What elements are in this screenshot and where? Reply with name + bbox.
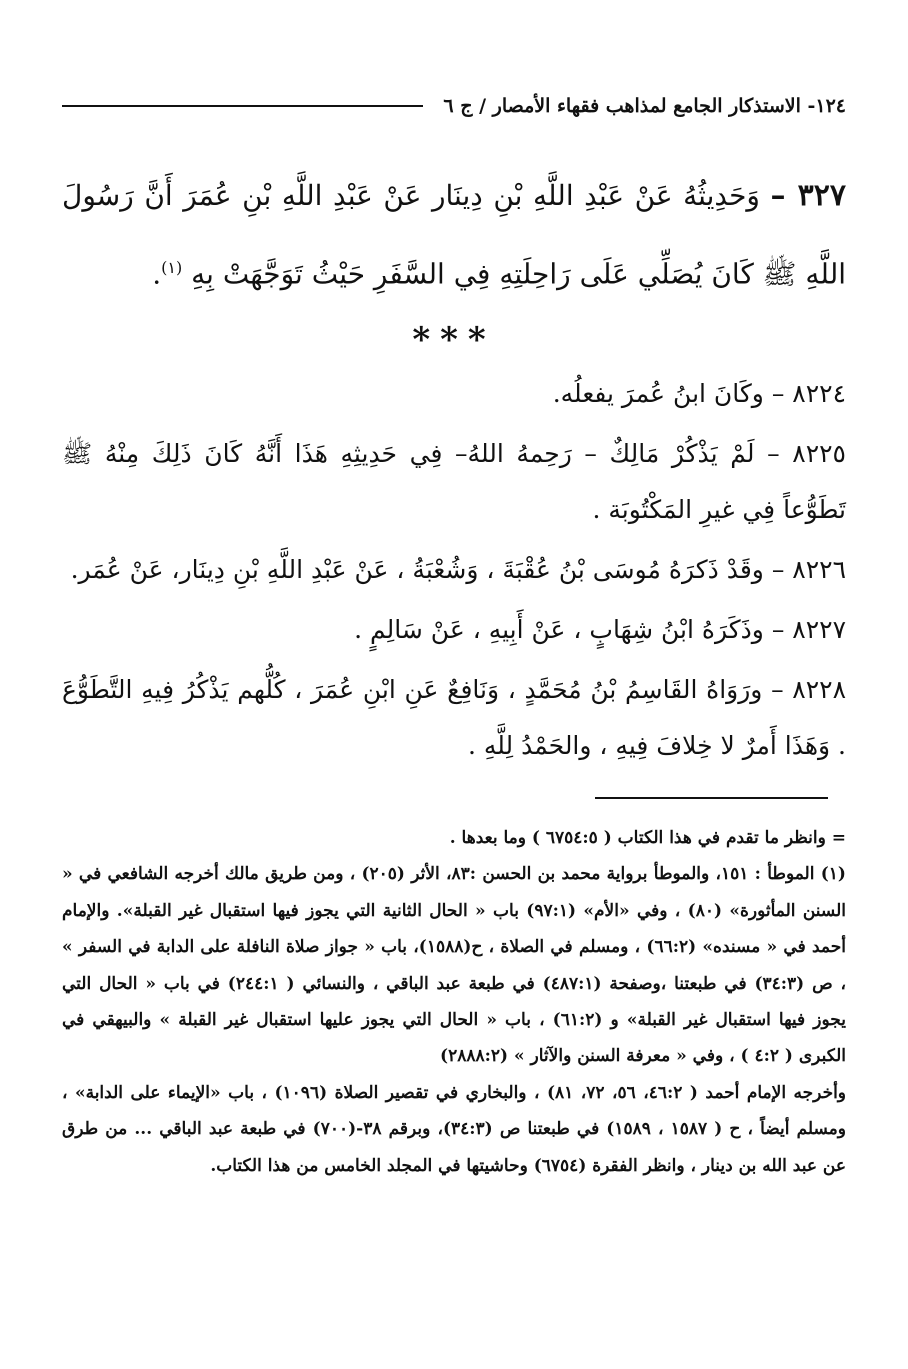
paragraph-number: ٨٢٢٤ –: [771, 379, 846, 409]
paragraph: [62, 366, 846, 422]
main-body: [62, 160, 846, 778]
paragraph: [62, 426, 846, 538]
footnote-marker: (١): [161, 258, 183, 277]
section-separator: ***: [412, 320, 496, 361]
footnotes: [62, 820, 846, 1184]
footnote-rule: [595, 797, 828, 799]
header-rule: [62, 105, 423, 107]
paragraph-number: ٨٢٢٦ –: [771, 555, 846, 585]
paragraph-text: وقَدْ ذَكرَهُ مُوسَى بْنُ عُقْبَةَ ، وَشُعْبَةُ ، عَنْ عَبْدِ اللَّهِ بْنِ دِينَار، عَنْ عُمَر.: [70, 555, 764, 585]
hadith-text: وَحَدِيثُهُ عَنْ عَبْدِ اللَّهِ بْنِ دِينَار عَنْ عَبْدِ اللَّهِ بْنِ عُمَرَ أَنَّ رَسُولَ اللَّهِ ﷺ كَانَ يُصَلِّي عَلَى رَاحِلَتِهِ فِي السَّفَرِ حَيْثُ تَوَجَّهَتْ بِهِ: [62, 179, 846, 291]
paragraph: [62, 662, 846, 774]
hadith-paragraph: ٣٢٧ – وَحَدِيثُهُ عَنْ عَبْدِ اللَّهِ بْنِ دِينَار عَنْ عَبْدِ اللَّهِ بْنِ عُمَرَ أَنَّ رَسُولَ اللَّهِ ﷺ كَانَ يُصَلِّي عَلَى رَاحِلَتِهِ فِي السَّفَرِ حَيْثُ تَوَجَّهَتْ بِهِ $^{(١)}$.: [62, 178, 847, 291]
footnote-1: (١) الموطأ : ١٥١، والموطأ برواية محمد بن الحسن :٨٣، الأثر (٢٠٥) ، ومن طريق مالك أخرجه الشافعي في « السنن المأثورة» (٨٠) ، وفي «الأم» (٩٧:١) باب « الحال الثانية التي يجوز فيها استقبال غير القبلة». والإمام أحمد في « مسنده» (٦٦:٢) ، ومسلم في الصلاة ، ح(١٥٨٨)، باب « جواز صلاة النافلة على الدابة في السفر » ، ص (٣٤:٣) في طبعتنا ،وصفحة (٤٨٧:١) في طبعة عبد الباقي ، والنسائي ( ٢٤٤:١) في باب « الحال التي يجوز فيها استقبال غير القبلة» و (٦١:٢) ، باب « الحال التي يجوز عليها استقبال غير القبلة » والبيهقي في الكبرى ( ٤:٢ ) ، وفي « معرفة السنن والآثار » (٢٨٨٨:٢): [62, 864, 847, 1067]
paragraph-number: ٨٢٢٧ –: [771, 615, 846, 645]
paragraph-text: وكَانَ ابنُ عُمرَ يفعلُه.: [552, 379, 764, 409]
running-header-title: ١٢٤- الاستذكار الجامع لمذاهب فقهاء الأمصار / ج ٦: [443, 95, 846, 117]
paragraph-text: وذَكَرَهُ ابْنُ شِهَابٍ ، عَنْ أَبِيهِ ، عَنْ سَالِمٍ .: [354, 615, 764, 645]
paragraph-number: ٨٢٢٥ –: [767, 439, 846, 469]
footnote-1-continued: وأخرجه الإمام أحمد ( ٤٦:٢، ٥٦، ٧٢، ٨١) ، والبخاري في تقصير الصلاة (١٠٩٦) ، باب «الإيماء على الدابة» ، ومسلم أيضاً ، ح ( ١٥٨٧ ، ١٥٨٩) في طبعتنا ص (٣٤:٣)، وبرقم ٣٨-(٧٠٠) في طبعة عبد الباقي ... من طرق عن عبد الله بن دينار ، وانظر الفقرة (٦٧٥٤) وحاشيتها في المجلد الخامس من هذا الكتاب.: [62, 1082, 847, 1176]
footnote-continuation: = وانظر ما تقدم في هذا الكتاب ( ٦٧٥٤:٥ ) وما بعدها .: [449, 828, 846, 848]
paragraph: [62, 602, 846, 658]
paragraph: [62, 542, 846, 598]
paragraph-text: ورَوَاهُ القَاسِمُ بْنُ مُحَمَّدٍ ، وَنَافِعٌ عَنِ ابْنِ عُمَرَ ، كُلُّهم يَذْكُرُ فِيهِ التَّطَوُّعَ . وَهَذَا أَمرٌ لا خِلافَ فِيهِ ، والحَمْدُ لِلَّهِ .: [62, 675, 846, 761]
paragraph-number: ٨٢٢٨ –: [771, 675, 846, 705]
paragraph-text: لَمْ يَذْكُرْ مَالِكٌ – رَحِمهُ اللهُ– فِي حَدِيثِهِ هَذَا أَنَّهُ كَانَ ذَلِكَ مِنْهُ ﷺ تَطَوُّعاً فِي غيرِ المَكْتُوبَة .: [62, 439, 846, 525]
paragraph-list: [62, 366, 846, 774]
running-header: [62, 86, 846, 126]
hadith-number: ٣٢٧ –: [770, 178, 847, 213]
